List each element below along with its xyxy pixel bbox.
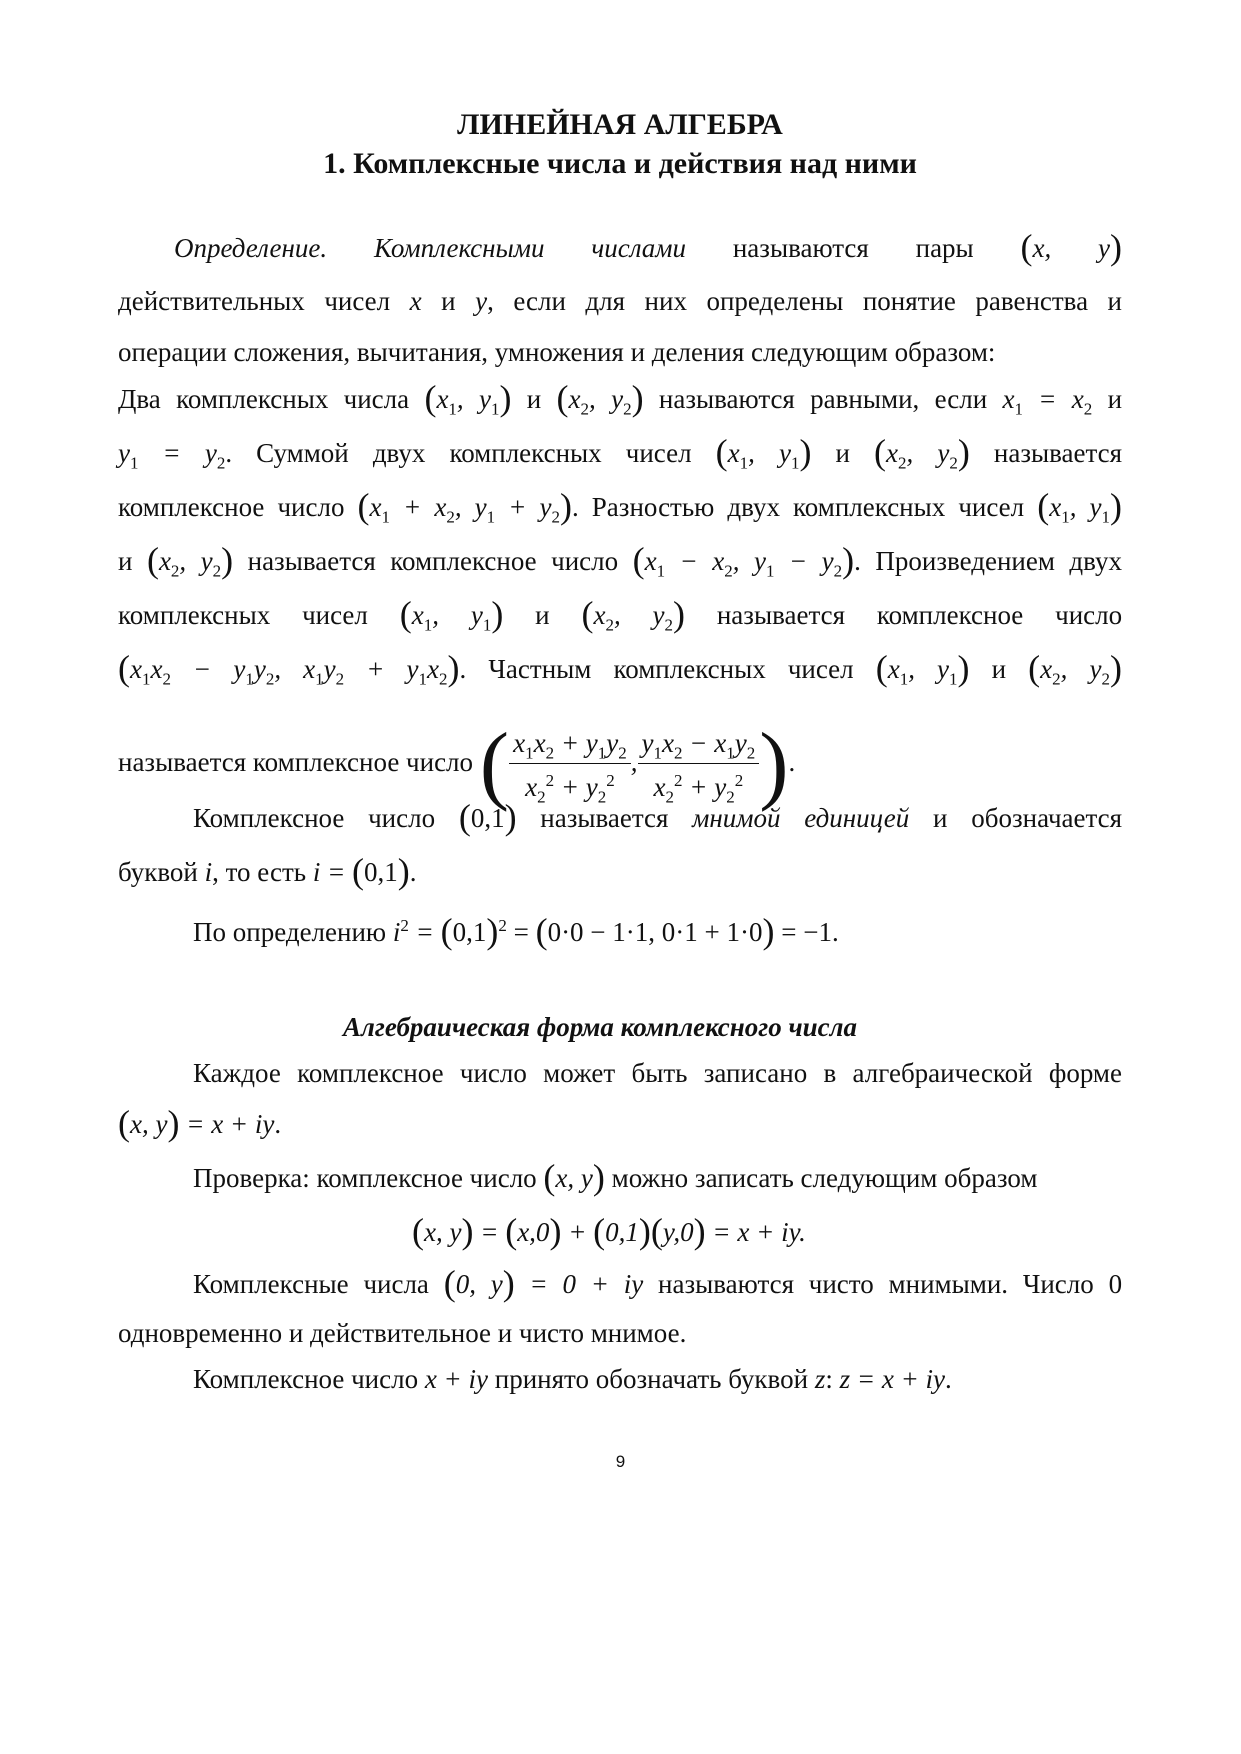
definition-line-1: Определение. Комплексными числами называются пары (x, y) bbox=[174, 227, 1123, 267]
quotient-line: называется комплексное число ( $\frac{x_1x_2 + y_1y_2}{x_2^2 + y_2^2}$ , $\frac{y_1x_2 - x_1y_2}{x_2^2 + y_2^2}$ ). bbox=[118, 716, 796, 813]
definition-line-3: операции сложения, вычитания, умножения и деления следующим образом: bbox=[118, 337, 996, 367]
i-squared-line: По определению $i^2 = (0,1)^2 = (0\cdot 0 - 1\cdot 1$, 0·1 + 1·0) = −1. bbox=[193, 911, 839, 951]
quotient-fraction-real: $\frac{x_1x_2 + y_1y_2}{x_2^2 + y_2^2}$ bbox=[509, 726, 631, 804]
z-notation-line: Комплексное число x + iy принято обозначать буквой z: z = x + iy. bbox=[193, 1364, 952, 1394]
quotient-intro-line: ($x_1x_2 - y_1y_2$, $x_1y_2 + y_1x_2$). Частным комплексных чисел ($x_1$, $y_1$) и ($x_2$, $y_2$) bbox=[118, 648, 1122, 689]
imaginary-unit-line: Комплексное число (0,1) называется мнимой единицей и обозначается bbox=[193, 797, 1123, 837]
product-intro-line: и ($x_2$, $y_2$) называется комплексное число ($x_1 - x_2$, $y_1 - y_2$). Произведением двух bbox=[118, 540, 1122, 581]
algebraic-form-heading: Алгебраическая форма комплексного числа bbox=[343, 1012, 857, 1042]
algebraic-form-line: Каждое комплексное число может быть записано в алгебраической форме bbox=[193, 1058, 1122, 1088]
difference-line: комплексное число ($x_1 + x_2$, $y_1 + y_2$). Разностью двух комплексных чисел ($x_1$, $y_1$) bbox=[118, 486, 1122, 527]
page-number: 9 bbox=[615, 1452, 626, 1471]
product-line: комплексных чисел ($x_1$, $y_1$) и ($x_2$, $y_2$) называется комплексное число bbox=[118, 594, 1123, 635]
check-formula: (x, y) = (x,0) + (0,1)(y,0) = x + iy. bbox=[412, 1211, 806, 1251]
check-line: Проверка: комплексное число (x, y) можно записать следующим образом bbox=[193, 1157, 1038, 1197]
section-title: 1. Комплексные числа и действия над ними bbox=[323, 147, 917, 180]
sum-line: $y_1 = y_2$. Суммой двух комплексных чисел ($x_1$, $y_1$) и ($x_2$, $y_2$) называется bbox=[118, 432, 1123, 473]
equality-line: Два комплексных числа ($x_1$, $y_1$) и ($x_2$, $y_2$) называются равными, если $x_1 = x_2$ и bbox=[118, 378, 1123, 419]
pure-imaginary-line: Комплексные числа (0, y) = 0 + iy называются чисто мнимыми. Число 0 bbox=[193, 1263, 1123, 1303]
letter-i-line: буквой i, то есть i = (0,1). bbox=[118, 851, 417, 891]
algebraic-formula-line: (x, y) = x + iy. bbox=[118, 1103, 282, 1143]
definition-line-2: действительных чисел x и y, если для них определены понятие равенства и bbox=[118, 286, 1123, 316]
quotient-fraction-imag: $\frac{y_1x_2 - x_1y_2}{x_2^2 + y_2^2}$ bbox=[638, 726, 760, 804]
chapter-title: ЛИНЕЙНАЯ АЛГЕБРА bbox=[457, 108, 783, 141]
zero-line: одновременно и действительное и чисто мнимое. bbox=[118, 1318, 687, 1348]
formula-xy: (x, y) bbox=[1020, 227, 1123, 267]
